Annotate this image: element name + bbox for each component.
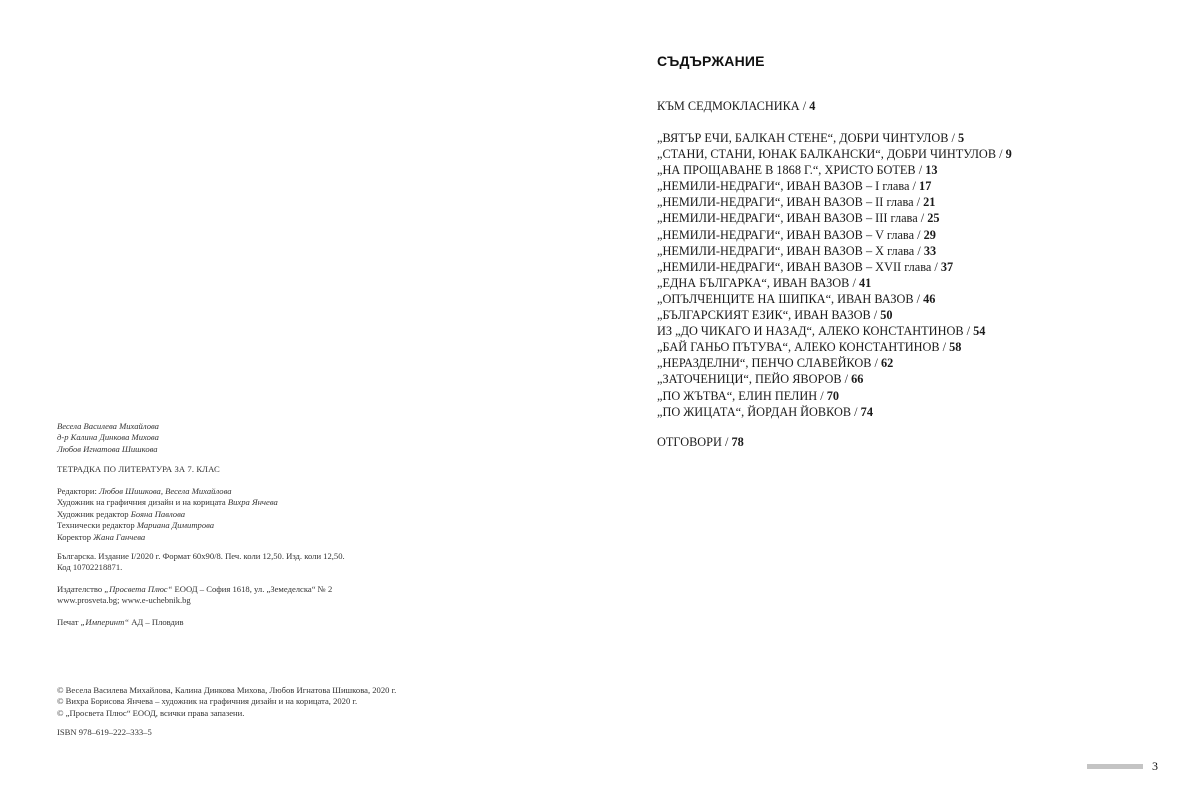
toc-entry [657,275,1012,291]
page-number: 3 [1152,759,1158,773]
toc-entry-page: 66 [851,372,864,387]
toc-entry-text: „НА ПРОЩАВАНЕ В 1868 Г.“, ХРИСТО БОТЕВ / [657,163,926,178]
publication-info-line: Код 10702218871. [57,562,123,573]
copyright-line: © Вихра Борисова Янчева – художник на графичния дизайн и на корицата, 2020 г. [57,696,358,707]
credit-name: Любов Шишкова, Весела Михайлова [99,486,232,496]
toc-entry-page: 62 [881,356,894,371]
toc-entry-page: 78 [731,435,744,449]
printer-line [57,617,184,628]
toc-entry-page: 54 [973,324,986,339]
printer-block [57,617,184,628]
toc-entry [657,404,1012,420]
toc-entry [657,227,1012,243]
toc-entry-page: 17 [919,179,932,194]
isbn [57,727,152,738]
publisher-block [57,584,332,607]
toc-entry [657,434,744,450]
toc-list [657,130,1012,420]
credit-label: Редактори: [57,486,99,496]
toc-entry [657,371,1012,387]
book-title-text: ТЕТРАДКА ПО ЛИТЕРАТУРА ЗА 7. КЛАС [57,464,220,474]
toc-entry-page: 70 [826,388,840,403]
credit-label: Художник на графичния дизайн и на корицата [57,497,228,508]
credit-editors [57,486,278,497]
isbn-text: ISBN 978–619–222–333–5 [57,727,152,737]
contents-page [600,0,1200,807]
toc-entry [657,243,1012,259]
toc-entry [657,339,1012,355]
toc-entry [657,323,1012,339]
printer-suffix: АД – Пловдив [129,617,184,627]
toc-entry-page: 25 [927,211,940,226]
toc-entry-text: „НЕМИЛИ-НЕДРАГИ“, ИВАН ВАЗОВ – X глава / [657,243,924,258]
toc-entry-text: „НЕРАЗДЕЛНИ“, ПЕНЧО СЛАВЕЙКОВ / [657,356,882,371]
toc-entry-text: „БЪЛГАРСКИЯТ ЕЗИК“, ИВАН ВАЗОВ / [657,308,881,323]
contents-title: СЪДЪРЖАНИЕ [657,53,765,69]
toc-entry-page: 37 [940,259,954,274]
printer-name: „Империнт“ [80,617,130,627]
toc-entry-text: ОТГОВОРИ / [657,435,732,449]
toc-entry-page: 46 [923,291,936,306]
toc-entry-page: 50 [880,308,893,323]
toc-entry-page: 74 [860,404,873,419]
page-number-bar [1087,764,1143,769]
publisher-line [57,584,332,595]
book-title [57,464,220,475]
credit-name: Жана Ганчева [93,531,146,542]
toc-entry-text: „СТАНИ, СТАНИ, ЮНАК БАЛКАНСКИ“, ДОБРИ ЧИНТУЛОВ / [657,147,1006,162]
toc-entry [657,178,1012,194]
credit-name: Вихра Янчева [227,497,278,508]
toc-entry [657,355,1012,371]
credit-art-editor [57,509,278,520]
toc-answers [657,434,744,450]
toc-entry-text: „ОПЪЛЧЕНЦИТЕ НА ШИПКА“, ИВАН ВАЗОВ / [657,291,924,306]
credit-label: Художник редактор [57,508,131,519]
publication-info [57,551,345,574]
toc-entry-page: 29 [923,227,936,242]
toc-entry-text: „НЕМИЛИ-НЕДРАГИ“, ИВАН ВАЗОВ – XVII глава / [657,259,941,274]
toc-entry-text: КЪМ СЕДМОКЛАСНИКА / [657,99,810,113]
toc-entry-text: „ВЯТЪР ЕЧИ, БАЛКАН СТЕНЕ“, ДОБРИ ЧИНТУЛОВ / [657,131,958,145]
toc-entry-page: 9 [1005,147,1012,162]
toc-entry-page: 21 [923,195,936,210]
copyright-block [57,685,396,719]
toc-entry [657,210,1012,226]
toc-entry-page: 58 [949,340,962,355]
toc-entry [657,162,1012,178]
toc-entry-text: „НЕМИЛИ-НЕДРАГИ“, ИВАН ВАЗОВ – V глава / [657,227,924,242]
toc-intro [657,98,815,114]
toc-entry [657,291,1012,307]
toc-entry-text: „ПО ЖЪТВА“, ЕЛИН ПЕЛИН / [657,388,827,403]
toc-entry-text: „ЗАТОЧЕНИЦИ“, ПЕЙО ЯВОРОВ / [657,372,852,387]
toc-entry-text: „БАЙ ГАНЬО ПЪТУВА“, АЛЕКО КОНСТАНТИНОВ / [657,340,950,355]
credit-label: Технически редактор [57,520,137,531]
copyright-line: © Весела Василева Михайлова, Калина Динкова Михова, Любов Игнатова Шишкова, 2020 г. [57,685,397,695]
toc-entry-page: 4 [809,99,816,113]
toc-entry [657,259,1012,275]
credit-name: Мариана Димитрова [136,520,215,531]
toc-entry [657,98,815,114]
credit-label: Коректор [57,531,94,542]
toc-entry-page: 33 [923,243,937,258]
toc-entry-page: 13 [925,163,938,178]
credits-block [57,486,278,543]
author-name: д-р Калина Динкова Михова [57,432,159,443]
toc-entry-page: 5 [957,131,965,145]
toc-entry [657,307,1012,323]
credit-name: Боянa Павлова [130,508,186,519]
author-name: Весела Василева Михайлова [57,421,159,431]
toc-entry [657,388,1012,404]
publisher-address: ЕООД – София 1618, ул. „Земеделска“ № 2 [172,584,333,594]
authors-list [57,421,159,455]
credit-proofreader [57,532,278,543]
copyright-line: © „Просвета Плюс“ ЕООД, всички права запазени. [57,707,245,718]
credit-tech-editor [57,520,278,531]
printer-prefix: Печат [57,617,81,627]
toc-entry-text: „ПО ЖИЦАТА“, ЙОРДАН ЙОВКОВ / [657,404,861,419]
publisher-websites: www.prosveta.bg; www.e-uchebnik.bg [57,595,191,606]
toc-entry-text: „НЕМИЛИ-НЕДРАГИ“, ИВАН ВАЗОВ – I глава / [657,179,920,194]
publisher-name: „Просвета Плюс“ [104,584,173,594]
toc-entry-text: „НЕМИЛИ-НЕДРАГИ“, ИВАН ВАЗОВ – II глава / [657,195,924,210]
toc-entry [657,130,1012,146]
toc-entry-text: „ЕДНА БЪЛГАРКА“, ИВАН ВАЗОВ / [657,275,859,290]
author-name: Любов Игнатова Шишкова [57,443,158,454]
toc-entry [657,146,1012,162]
toc-entry-page: 41 [858,275,872,290]
publisher-prefix: Издателство [57,584,105,594]
toc-entry-text: „НЕМИЛИ-НЕДРАГИ“, ИВАН ВАЗОВ – III глава / [657,211,928,226]
toc-entry-text: ИЗ „ДО ЧИКАГО И НАЗАД“, АЛЕКО КОНСТАНТИНОВ / [657,324,974,339]
credit-designer [57,497,278,508]
publication-info-line: Българска. Издание I/2020 г. Формат 60x90/8. Печ. коли 12,50. Изд. коли 12,50. [57,551,345,561]
toc-entry [657,194,1012,210]
